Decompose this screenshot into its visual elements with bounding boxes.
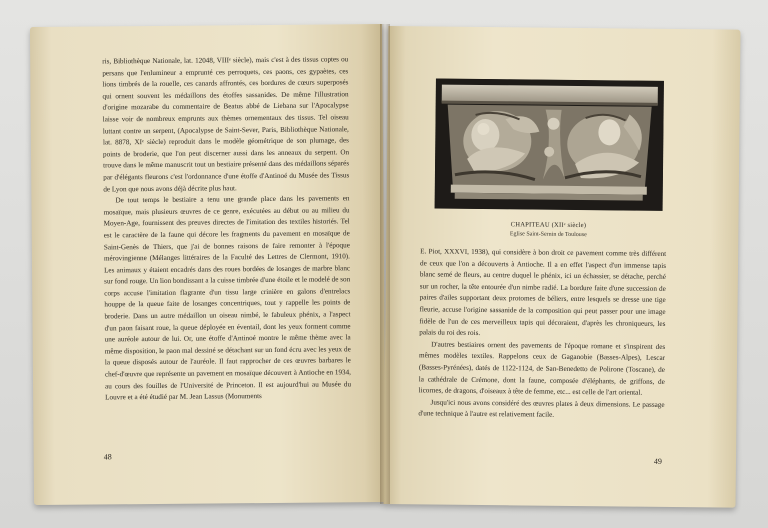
right-page xyxy=(383,26,740,508)
left-page-text xyxy=(102,54,351,404)
left-paragraph-2: De tout temps le bestiaire a tenu une grande place dans les pavements en mosaïque, mais plusieurs œuvres de ce genre, exécutées au début ou au milieu du Moyen-Age, fournissent des preuves directes de l'imitation des textiles historiés. Tel est le caractère de la faune qui décore les fragments du pavement en mosaïque de Saint-Genès de Thiers, que j'ai de bonnes raisons de faire remonter à l'époque mérovingienne (Mélanges littéraires de la Faculté des Lettres de Clermont, 1910). Les animaux y étaient encadrés dans des roues bordées de losanges de marbre blanc sur fond rouge. Un lion bondissant a la cuisse timbrée d'une étoile et le modelé de son corps accuse l'imitation flagrante d'un tissu large crinière en galons d'entrelacs houppe de la queue faite de losanges concentriques, tout y rappelle les points de broderie. Dans un autre médaillon un oiseau nimbé, le fabuleux phénix, a l'aspect d'un paon faisant roue, la queue déployée en éventail, dont les yeux forment comme une auréole autour de lui. Or, une étoffe d'Antinoé montre le même thème avec la même disposition, le paon mal dessiné se détachant sur un fond écru avec les yeux de la queue disposés autour de l'auréole. Il faut rapprocher de ces œuvres barbares le chef-d'œuvre que représente un pavement en mosaïque découvert à Antioche en 1934, au cours des fouilles de l'Université de Princeton. Il est aujourd'hui au Musée du Louvre et a été étudié par M. Jean Lassus (Monuments xyxy=(103,194,352,402)
left-page xyxy=(30,24,386,505)
page-number-right: 49 xyxy=(653,456,663,466)
left-paragraph-1: ris, Bibliothèque Nationale, lat. 12048, VIIIᵉ siècle), mais c'est à des tissus coptes ou persans que l'enlumineur a emprunté ces perroquets, ces paons, ces gypaètes, ces lions timbrés de la rouelle, ces canards affrontés, ces bordures de cœurs superposés qui ornent souvent les médaillons des étoffes sassanides. De même l'illustration d'origine mozarabe du commentaire de Beatus abbé de Liebana sur l'Apocalypse laisse voir de nombreux emprunts aux thèmes ornementaux des tissus. Tel oiseau luttant contre un serpent, (Apocalypse de Saint-Sever, Paris, Bibliothèque Nationale, lat. 8878, XIᵉ siècle) reproduit dans le modèle géométrique de son plumage, des points de broderie, que l'on peut discerner aussi dans les anneaux du serpent. On trouve dans le même manuscrit tout un bestiaire présenté dans des médaillons séparés par d'élégants fleurons c'est l'ordonnance d'une étoffe d'Antinoé du Musée des Tissus de Lyon que nous avons déjà décrite plus haut. xyxy=(102,55,350,193)
right-page-text xyxy=(418,246,666,422)
book-spine xyxy=(380,24,390,504)
capital-relief-illustration xyxy=(435,79,664,211)
right-paragraph-1: E. Piot, XXXVI, 1938), qui considère à bon droit ce pavement comme très différent de ceux que l'on a découverts à Antioche. Il a en effet l'aspect d'un immense tapis blanc semé de fleurs, au centre duquel le phénix, ici un échassier, se détache, perché sur un rocher, la tête entourée d'un nimbe radié. La bordure faite d'une succession de paires d'ailes supportant deux protomes de béliers, entre lesquels se dresse une tige fleurie, accuse l'origine sassanide de la composition qui peut passer pour une image fidèle de l'un de ces merveilleux tapis qui décoraient, d'après les chroniqueurs, les palais du roi des rois. xyxy=(419,247,667,338)
right-paragraph-3: Jusqu'ici nous avons considéré des œuvres plates à deux dimensions. Le passage d'une technique à l'autre est relativement facile. xyxy=(418,398,665,420)
carved-capital-photo xyxy=(435,79,664,211)
figure-caption-title: CHAPITEAU (XIIᵉ siècle) xyxy=(510,221,587,230)
page-number-left: 48 xyxy=(103,452,112,462)
right-paragraph-2: D'autres bestiaires ornent des pavements de l'époque romane et s'inspirent des mêmes modèles textiles. Rappelons ceux de Gaganobie (Basses-Alpes), Lescar (Basses-Pyrénées), datés de 1122-1124, de San-Benedetto de Polirone (Toscane), de la cathédrale de Crémone, dont la faune, composée d'éléphants, de griffons, de licornes, de dragons, d'oiseaux à tête de femme, etc... est celle de l'art oriental. xyxy=(418,340,666,397)
open-book xyxy=(28,24,744,504)
figure-caption-subtitle: Eglise Saint-Sernin de Toulouse xyxy=(509,231,587,239)
